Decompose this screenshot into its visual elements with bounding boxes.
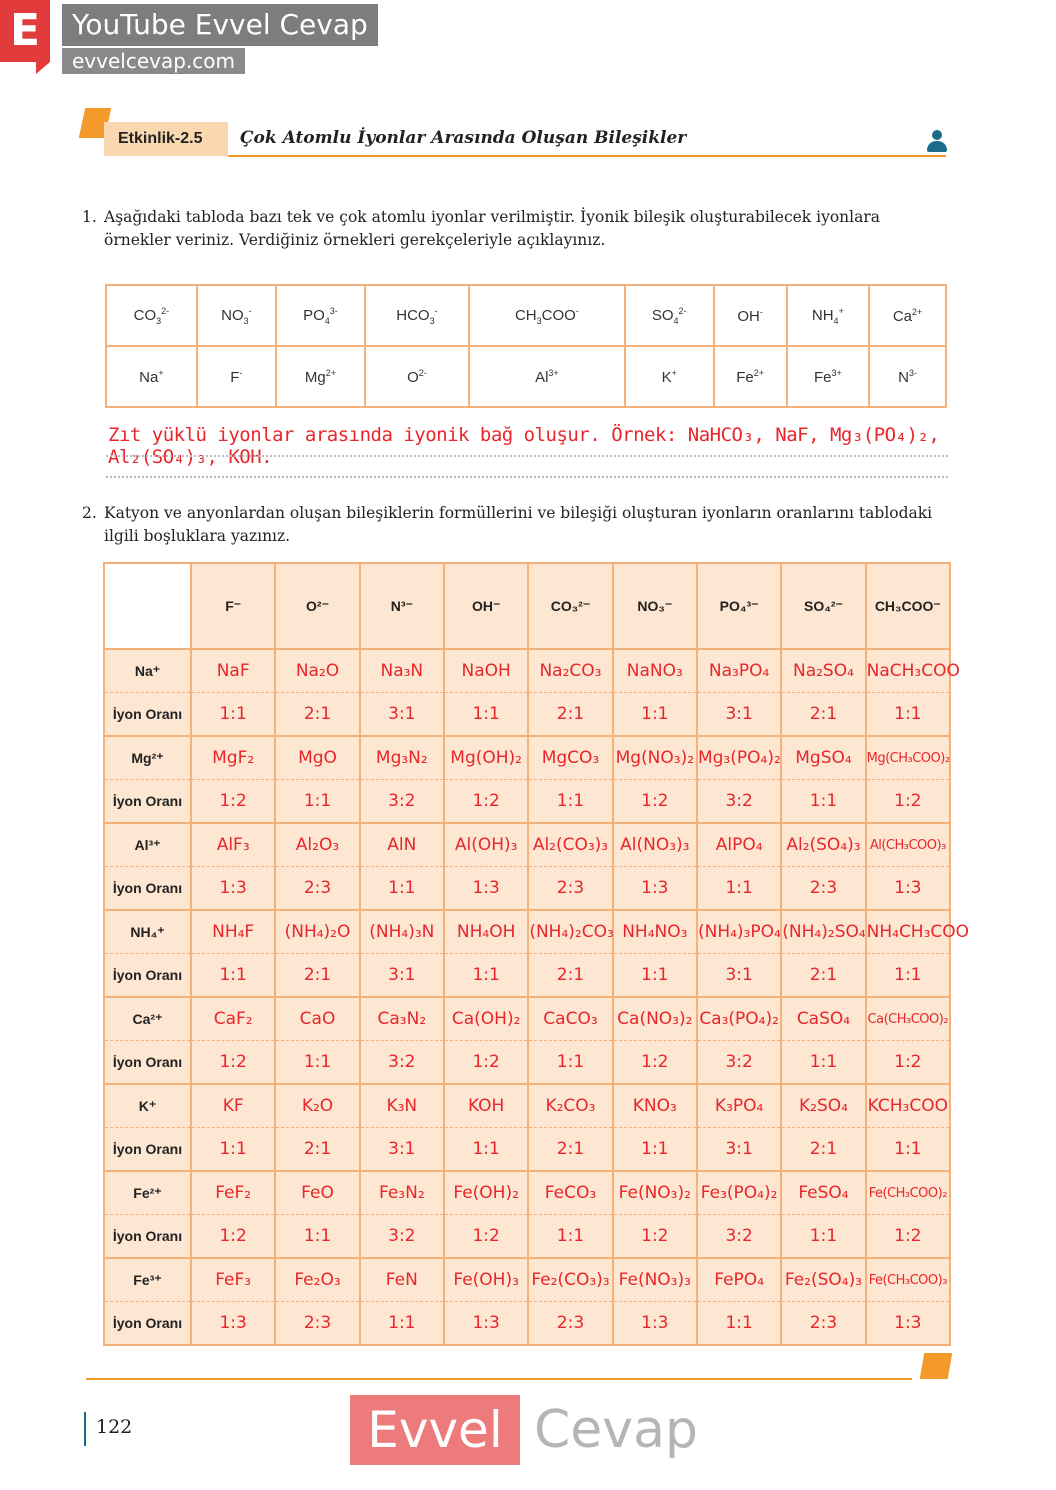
ratio-cell: 1:2 [866, 1215, 950, 1259]
formula-cell: K₃PO₄ [697, 1084, 781, 1128]
formula-cell: K₂O [275, 1084, 359, 1128]
ions-row [106, 346, 946, 407]
ion-cell [714, 346, 787, 407]
ion-cell [197, 285, 276, 346]
ion-subscript: 4 [833, 315, 839, 326]
ion-charge: 3+ [831, 367, 842, 378]
formula-cell: NaCH₃COO [866, 649, 950, 693]
formula-cell: KOH [444, 1084, 528, 1128]
ratio-cell: 3:2 [697, 780, 781, 824]
ion-cell [365, 346, 469, 407]
ion-symbol: SO [651, 306, 674, 324]
footer-rule [86, 1378, 912, 1380]
ion-charge: 2- [418, 367, 427, 378]
ratio-cell: 1:2 [191, 1041, 275, 1085]
ratio-cell: 2:1 [781, 693, 865, 737]
ion-subscript: 3 [156, 315, 162, 326]
formula-cell: FeO [275, 1171, 359, 1215]
ion-charge: + [838, 305, 844, 316]
ion-symbol: K [661, 368, 672, 386]
anion-header-row [104, 563, 950, 649]
ratio-cell: 1:1 [444, 954, 528, 998]
ratio-label: İyon Oranı [104, 693, 191, 737]
formula-cell: Al(OH)₃ [444, 823, 528, 867]
formula-cell: FePO₄ [697, 1258, 781, 1302]
ratio-cell: 2:3 [275, 1302, 359, 1346]
ratio-row [104, 780, 950, 824]
activity-title: Çok Atomlu İyonlar Arasında Oluşan Bileşikler [240, 128, 687, 148]
ion-cell [197, 346, 276, 407]
formula-cell: (NH₄)₃PO₄ [697, 910, 781, 954]
ion-cell [625, 346, 714, 407]
ion-symbol: CH [514, 306, 537, 324]
ratio-cell: 1:2 [866, 1041, 950, 1085]
formula-cell: KCH₃COO [866, 1084, 950, 1128]
ion-symbol: NO [221, 306, 244, 324]
question-number: 1. [82, 208, 97, 226]
formula-cell: Fe₃N₂ [360, 1171, 444, 1215]
formula-cell: Mg(NO₃)₂ [613, 736, 697, 780]
formula-cell: FeF₃ [191, 1258, 275, 1302]
formula-cell: CaF₂ [191, 997, 275, 1041]
formula-cell: AlPO₄ [697, 823, 781, 867]
ion-cell [365, 285, 469, 346]
activity-tag: Etkinlik-2.5 [104, 122, 228, 156]
formula-cell: KNO₃ [613, 1084, 697, 1128]
ratio-cell: 1:2 [191, 780, 275, 824]
ratio-cell: 1:1 [613, 693, 697, 737]
formula-cell: NH₄OH [444, 910, 528, 954]
anion-header: CO₃²⁻ [528, 563, 612, 649]
ion-cell [276, 285, 365, 346]
ion-charge: + [671, 367, 677, 378]
ratio-cell: 1:2 [191, 1215, 275, 1259]
ion-charge: 2+ [753, 367, 764, 378]
formula-cell: Al₂(CO₃)₃ [528, 823, 612, 867]
ratio-cell: 1:1 [866, 1128, 950, 1172]
ratio-cell: 1:3 [191, 1302, 275, 1346]
brand-logo-letter: E [0, 0, 50, 62]
anion-header: N³⁻ [360, 563, 444, 649]
ion-cell [869, 285, 946, 346]
formula-cell: Mg₃(PO₄)₂ [697, 736, 781, 780]
ratio-cell: 3:2 [360, 1215, 444, 1259]
ion-charge: 3- [329, 305, 338, 316]
ratio-cell: 3:2 [360, 1041, 444, 1085]
ion-symbol: Na [139, 368, 159, 386]
anion-header: O²⁻ [275, 563, 359, 649]
ratio-cell: 1:1 [360, 1302, 444, 1346]
ratio-cell: 1:1 [528, 1041, 612, 1085]
anion-header: CH₃COO⁻ [866, 563, 950, 649]
ion-symbol: N [898, 368, 909, 386]
answer-line [106, 455, 948, 457]
formula-cell: Ca₃(PO₄)₂ [697, 997, 781, 1041]
formula-cell: FeN [360, 1258, 444, 1302]
person-icon [926, 130, 948, 154]
ion-symbol: PO [303, 306, 325, 324]
ion-cell [787, 285, 870, 346]
ion-symbol: Fe [736, 368, 754, 386]
ratio-cell: 1:1 [697, 867, 781, 911]
ratio-cell: 1:1 [191, 1128, 275, 1172]
formula-cell: CaO [275, 997, 359, 1041]
ion-charge: 2+ [325, 367, 336, 378]
ratio-cell: 3:2 [697, 1041, 781, 1085]
brand-title: YouTube Evvel Cevap [62, 4, 378, 46]
ion-cell [625, 285, 714, 346]
question-number: 2. [82, 504, 97, 522]
ratio-cell: 1:1 [613, 1128, 697, 1172]
ion-cell [276, 346, 365, 407]
ratio-cell: 3:2 [697, 1215, 781, 1259]
anion-header: F⁻ [191, 563, 275, 649]
cation-label: Ca²⁺ [104, 997, 191, 1041]
ratio-cell: 3:1 [360, 1128, 444, 1172]
formula-row [104, 649, 950, 693]
formula-cell: NaNO₃ [613, 649, 697, 693]
formula-cell: Al(NO₃)₃ [613, 823, 697, 867]
ratio-label: İyon Oranı [104, 1302, 191, 1346]
ion-cell [869, 346, 946, 407]
formula-cell: Fe₂(CO₃)₃ [528, 1258, 612, 1302]
ratio-cell: 1:2 [613, 780, 697, 824]
ratio-label: İyon Oranı [104, 1041, 191, 1085]
formula-cell: CaCO₃ [528, 997, 612, 1041]
formula-cell: Na₂CO₃ [528, 649, 612, 693]
ion-cell [106, 285, 197, 346]
formula-cell: Na₃PO₄ [697, 649, 781, 693]
ratio-cell: 1:3 [191, 867, 275, 911]
ion-symbol: OH [737, 307, 760, 325]
ratio-cell: 1:3 [613, 1302, 697, 1346]
ion-symbol: Fe [813, 368, 832, 386]
ratio-cell: 1:1 [781, 1041, 865, 1085]
ratio-cell: 2:3 [275, 867, 359, 911]
ratio-cell: 3:1 [360, 693, 444, 737]
formula-cell: Mg₃N₂ [360, 736, 444, 780]
cation-label: Mg²⁺ [104, 736, 191, 780]
ratio-cell: 2:1 [528, 954, 612, 998]
ion-charge: + [158, 367, 164, 378]
ion-charge: 2- [161, 305, 170, 316]
ion-symbol: Ca [892, 307, 913, 325]
ratio-cell: 1:3 [866, 867, 950, 911]
formula-cell: Mg(CH₃COO)₂ [866, 736, 950, 780]
ion-symbol-tail: COO [541, 306, 576, 324]
ion-cell [714, 285, 787, 346]
ratio-cell: 1:3 [444, 867, 528, 911]
question-text: Katyon ve anyonlardan oluşan bileşiklerin formüllerini ve bileşiği oluşturan iyonların oranlarını tablodaki ilgili boşluklara yazınız. [104, 504, 933, 545]
footer-accent [920, 1353, 953, 1379]
ions-row [106, 285, 946, 346]
ratio-cell: 3:1 [697, 954, 781, 998]
formula-cell: NH₄NO₃ [613, 910, 697, 954]
formula-cell: Ca(NO₃)₂ [613, 997, 697, 1041]
formula-row [104, 736, 950, 780]
ratio-row [104, 954, 950, 998]
formula-cell: NaOH [444, 649, 528, 693]
ratio-cell: 3:1 [360, 954, 444, 998]
ratio-cell: 1:2 [613, 1041, 697, 1085]
ratio-cell: 1:2 [444, 1215, 528, 1259]
ion-charge: - [575, 305, 579, 316]
ratio-cell: 1:1 [444, 693, 528, 737]
formula-cell: KF [191, 1084, 275, 1128]
anion-header: SO₄²⁻ [781, 563, 865, 649]
ion-cell [787, 346, 870, 407]
formula-row [104, 1171, 950, 1215]
compounds-table [103, 562, 970, 1346]
ratio-cell: 1:2 [444, 780, 528, 824]
formula-cell: FeF₂ [191, 1171, 275, 1215]
ion-cell [106, 346, 197, 407]
formula-cell: Fe₂O₃ [275, 1258, 359, 1302]
ratio-label: İyon Oranı [104, 954, 191, 998]
ratio-cell: 2:3 [528, 1302, 612, 1346]
ion-symbol: Al [535, 368, 549, 386]
formula-cell: Mg(OH)₂ [444, 736, 528, 780]
formula-cell: Fe(OH)₂ [444, 1171, 528, 1215]
ratio-row [104, 1041, 950, 1085]
ratio-label: İyon Oranı [104, 867, 191, 911]
formula-cell: AlN [360, 823, 444, 867]
cation-label: Fe²⁺ [104, 1171, 191, 1215]
ratio-row [104, 867, 950, 911]
ion-subscript: 4 [673, 315, 679, 326]
ratio-cell: 2:1 [781, 954, 865, 998]
formula-cell: CaSO₄ [781, 997, 865, 1041]
ratio-cell: 2:1 [528, 1128, 612, 1172]
ion-symbol: F [230, 368, 240, 386]
question-2 [82, 502, 948, 548]
formula-cell: (NH₄)₂CO₃ [528, 910, 612, 954]
cation-label: K⁺ [104, 1084, 191, 1128]
ratio-cell: 2:1 [275, 693, 359, 737]
cation-label: Fe³⁺ [104, 1258, 191, 1302]
formula-cell: (NH₄)₂SO₄ [781, 910, 865, 954]
ratio-cell: 3:1 [697, 1128, 781, 1172]
ion-subscript: 4 [324, 315, 330, 326]
formula-cell: Na₂O [275, 649, 359, 693]
formula-row [104, 823, 950, 867]
ion-subscript: 3 [243, 315, 249, 326]
ratio-row [104, 1302, 950, 1346]
ion-symbol: HCO [396, 306, 430, 324]
formula-cell: (NH₄)₂O [275, 910, 359, 954]
ion-symbol: NH [811, 306, 834, 324]
formula-cell: MgF₂ [191, 736, 275, 780]
formula-cell: Al₂O₃ [275, 823, 359, 867]
formula-cell: Na₃N [360, 649, 444, 693]
page-bar [84, 1412, 86, 1446]
ion-subscript: 3 [429, 315, 435, 326]
ratio-cell: 2:1 [275, 954, 359, 998]
formula-cell: MgO [275, 736, 359, 780]
ratio-cell: 1:2 [866, 780, 950, 824]
ion-charge: - [248, 305, 252, 316]
anion-header: OH⁻ [444, 563, 528, 649]
formula-cell: Fe(OH)₃ [444, 1258, 528, 1302]
formula-cell: Ca₃N₂ [360, 997, 444, 1041]
formula-cell: MgCO₃ [528, 736, 612, 780]
ratio-cell: 1:1 [613, 954, 697, 998]
footer-logo-evvel: Evvel [350, 1395, 520, 1465]
ratio-row [104, 1215, 950, 1259]
ratio-cell: 1:1 [866, 693, 950, 737]
ion-charge: - [759, 306, 763, 317]
formula-cell: Al(CH₃COO)₃ [866, 823, 950, 867]
answer-line [106, 476, 948, 478]
ratio-label: İyon Oranı [104, 1128, 191, 1172]
ratio-cell: 1:1 [781, 780, 865, 824]
anion-header: PO₄³⁻ [697, 563, 781, 649]
page-number: 122 [96, 1416, 133, 1438]
formula-cell: NH₄CH₃COO [866, 910, 950, 954]
ion-subscript: 3 [536, 315, 542, 326]
ratio-cell: 1:1 [191, 693, 275, 737]
answer-text: Zıt yüklü iyonlar arasında iyonik bağ oluşur. Örnek: NaHCO₃, NaF, Mg₃(PO₄)₂, Al₂(SO₄)₃, KOH. [108, 424, 940, 468]
ion-charge: 3+ [548, 367, 559, 378]
formula-cell: Fe(CH₃COO)₃ [866, 1258, 950, 1302]
formula-cell: K₃N [360, 1084, 444, 1128]
ratio-cell: 1:1 [191, 954, 275, 998]
ion-symbol: CO [133, 306, 157, 324]
formula-cell: Ca(CH₃COO)₂ [866, 997, 950, 1041]
ratio-cell: 1:1 [275, 1041, 359, 1085]
formula-cell: FeSO₄ [781, 1171, 865, 1215]
formula-cell: FeCO₃ [528, 1171, 612, 1215]
cation-label: NH₄⁺ [104, 910, 191, 954]
ratio-cell: 2:3 [781, 1302, 865, 1346]
formula-cell: K₂SO₄ [781, 1084, 865, 1128]
cation-label: Na⁺ [104, 649, 191, 693]
ratio-cell: 1:1 [275, 780, 359, 824]
ratio-cell: 1:1 [275, 1215, 359, 1259]
ratio-row [104, 693, 950, 737]
ratio-cell: 1:1 [781, 1215, 865, 1259]
formula-cell: AlF₃ [191, 823, 275, 867]
formula-cell: Ca(OH)₂ [444, 997, 528, 1041]
formula-cell: Fe(NO₃)₃ [613, 1258, 697, 1302]
ratio-cell: 1:3 [866, 1302, 950, 1346]
ion-charge: 2+ [912, 306, 923, 317]
formula-cell: NaF [191, 649, 275, 693]
ion-charge: - [434, 305, 438, 316]
ratio-cell: 1:3 [444, 1302, 528, 1346]
anion-header: NO₃⁻ [613, 563, 697, 649]
ratio-cell: 3:1 [697, 693, 781, 737]
formula-row [104, 1258, 950, 1302]
footer-logo-cevap: Cevap [534, 1400, 698, 1460]
heading-rule [228, 155, 946, 157]
formula-row [104, 910, 950, 954]
ion-symbol: Mg [304, 368, 326, 386]
ratio-cell: 1:1 [866, 954, 950, 998]
formula-cell: MgSO₄ [781, 736, 865, 780]
ratio-cell: 1:2 [613, 1215, 697, 1259]
brand-url[interactable]: evvelcevap.com [62, 48, 245, 74]
ratio-cell: 1:1 [360, 867, 444, 911]
formula-cell: Fe(CH₃COO)₂ [866, 1171, 950, 1215]
formula-cell: Al₂(SO₄)₃ [781, 823, 865, 867]
ions-table [105, 284, 947, 408]
ratio-cell: 1:1 [444, 1128, 528, 1172]
formula-cell: Fe(NO₃)₂ [613, 1171, 697, 1215]
formula-cell: Na₂SO₄ [781, 649, 865, 693]
ratio-label: İyon Oranı [104, 1215, 191, 1259]
formula-cell: Fe₃(PO₄)₂ [697, 1171, 781, 1215]
ratio-cell: 2:1 [528, 693, 612, 737]
ion-cell [469, 346, 625, 407]
ratio-row [104, 1128, 950, 1172]
ratio-cell: 2:3 [528, 867, 612, 911]
ratio-cell: 1:2 [444, 1041, 528, 1085]
question-text: Aşağıdaki tabloda bazı tek ve çok atomlu iyonlar verilmiştir. İyonik bileşik oluşturabilecek iyonlara örnekler veriniz. Verdiğiniz örnekleri gerekçeleriyle açıklayınız. [104, 208, 880, 249]
formula-row [104, 1084, 950, 1128]
ratio-cell: 3:2 [360, 780, 444, 824]
ratio-cell: 2:1 [781, 1128, 865, 1172]
formula-row [104, 997, 950, 1041]
question-1 [82, 206, 948, 252]
ratio-label: İyon Oranı [104, 780, 191, 824]
ratio-cell: 2:3 [781, 867, 865, 911]
ratio-cell: 1:3 [613, 867, 697, 911]
ratio-cell: 1:1 [697, 1302, 781, 1346]
ion-cell [469, 285, 625, 346]
ion-charge: 2- [678, 305, 687, 316]
ratio-cell: 2:1 [275, 1128, 359, 1172]
cation-label: Al³⁺ [104, 823, 191, 867]
formula-cell: Fe₂(SO₄)₃ [781, 1258, 865, 1302]
formula-cell: NH₄F [191, 910, 275, 954]
formula-cell: K₂CO₃ [528, 1084, 612, 1128]
ratio-cell: 1:1 [528, 1215, 612, 1259]
table-corner [104, 563, 191, 649]
ion-symbol: O [407, 368, 419, 386]
formula-cell: (NH₄)₃N [360, 910, 444, 954]
ion-charge: 3- [908, 367, 917, 378]
ratio-cell: 1:1 [528, 780, 612, 824]
ion-charge: - [239, 367, 243, 378]
